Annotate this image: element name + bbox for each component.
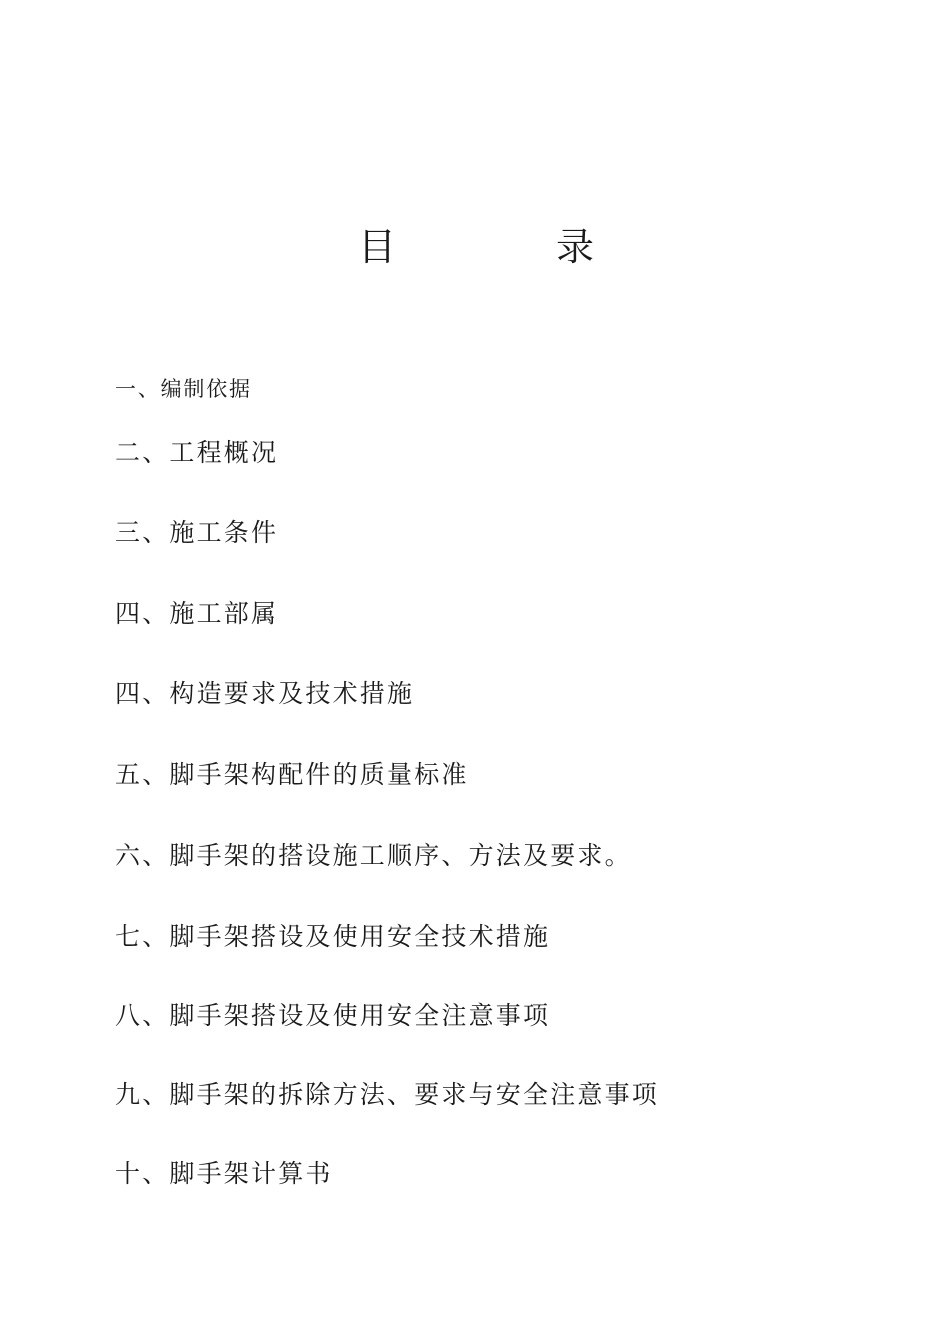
toc-item-5: 四、构造要求及技术措施 (115, 679, 415, 708)
toc-item-4: 四、施工部属 (115, 599, 279, 628)
title-char-1: 目 (358, 225, 397, 269)
toc-item-7: 六、脚手架的搭设施工顺序、方法及要求。 (115, 841, 632, 870)
toc-item-1: 一、编制依据 (115, 377, 252, 401)
toc-item-8: 七、脚手架搭设及使用安全技术措施 (115, 922, 551, 951)
toc-item-2: 二、工程概况 (115, 438, 279, 467)
toc-item-6: 五、脚手架构配件的质量标准 (115, 760, 469, 789)
toc-item-9: 八、脚手架搭设及使用安全注意事项 (115, 1001, 551, 1030)
title-char-2: 录 (556, 225, 595, 269)
page-title (0, 222, 950, 272)
toc-item-10: 九、脚手架的拆除方法、要求与安全注意事项 (115, 1080, 660, 1109)
toc-item-11: 十、脚手架计算书 (115, 1159, 333, 1188)
toc-item-3: 三、施工条件 (115, 518, 279, 547)
